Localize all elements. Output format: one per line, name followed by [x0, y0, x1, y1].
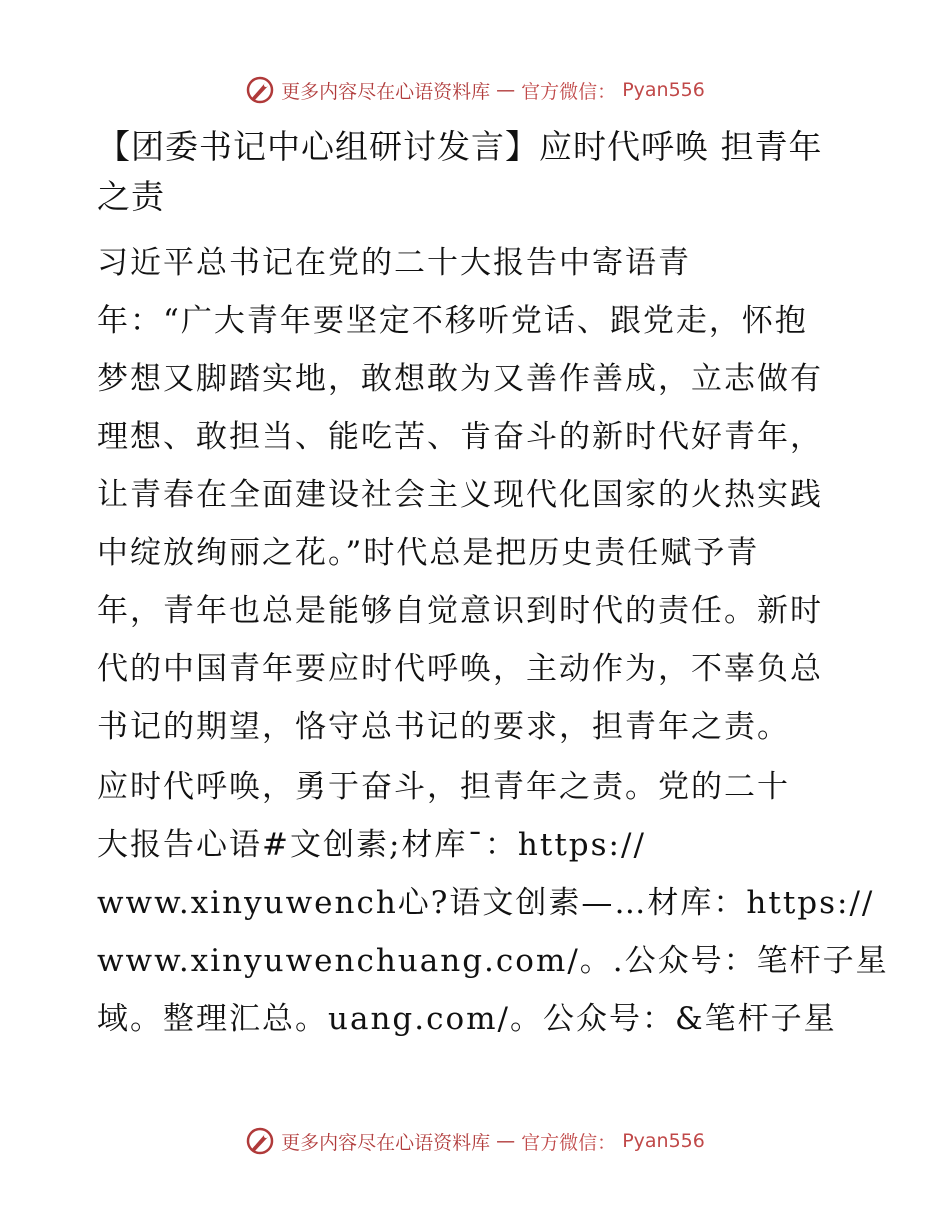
paragraph-line: 理想、敢担当、能吃苦、肯奋斗的新时代好青年，	[97, 419, 823, 455]
title-line: 【团委书记中心组研讨发言】应时代呼唤 担青年	[97, 127, 823, 166]
paragraph-line: 让青春在全面建设社会主义现代化国家的火热实践	[97, 477, 823, 513]
paragraph-line: 习近平总书记在党的二十大报告中寄语青	[97, 245, 691, 281]
quill-circle-icon	[245, 1126, 275, 1156]
paragraph-line: 大报告心语#文创素;材库¯：https://	[97, 827, 646, 863]
paragraph-line: 书记的期望，恪守总书记的要求，担青年之责。	[97, 709, 790, 745]
header-separator: —	[496, 79, 516, 101]
paragraph-line: 代的中国青年要应时代呼唤，主动作为，不辜负总	[97, 651, 823, 687]
paragraph-line: www.xinyuwenchuang.com/。.公众号：笔杆子星	[97, 943, 889, 979]
footer-site-text: 更多内容尽在心语资料库	[281, 1131, 491, 1154]
header-wechat-label: 官方微信：	[521, 80, 617, 103]
footer-wechat-id: Pyan556	[622, 1130, 705, 1152]
title-line: 之责	[97, 177, 165, 216]
document-title	[97, 122, 852, 222]
paragraph-line: 年：“广大青年要坚定不移听党话、跟党走，怀抱	[97, 303, 808, 339]
footer-banner	[0, 1121, 950, 1161]
header-site-text: 更多内容尽在心语资料库	[281, 80, 491, 103]
paragraph-line: 中绽放绚丽之花。”时代总是把历史责任赋予青	[97, 535, 760, 571]
paragraph-line: 年，青年也总是能够自觉意识到时代的责任。新时	[97, 593, 823, 629]
quill-circle-icon	[245, 75, 275, 105]
paragraph-line: www.xinyuwench心?语文创素—…材库：https://	[97, 885, 875, 921]
paragraph-line: 梦想又脚踏实地，敢想敢为又善作善成，立志做有	[97, 361, 823, 397]
footer-separator: —	[496, 1130, 516, 1152]
paragraph-2	[97, 758, 889, 1048]
paragraph-line: 应时代呼唤，勇于奋斗，担青年之责。党的二十	[97, 769, 790, 805]
document-body	[97, 122, 889, 1050]
header-wechat-id: Pyan556	[622, 79, 705, 101]
footer-wechat-label: 官方微信：	[521, 1131, 617, 1154]
header-banner	[0, 70, 950, 110]
paragraph-1	[97, 234, 852, 756]
paragraph-line: 域。整理汇总。uang.com/。公众号：&笔杆子星	[97, 1001, 837, 1037]
